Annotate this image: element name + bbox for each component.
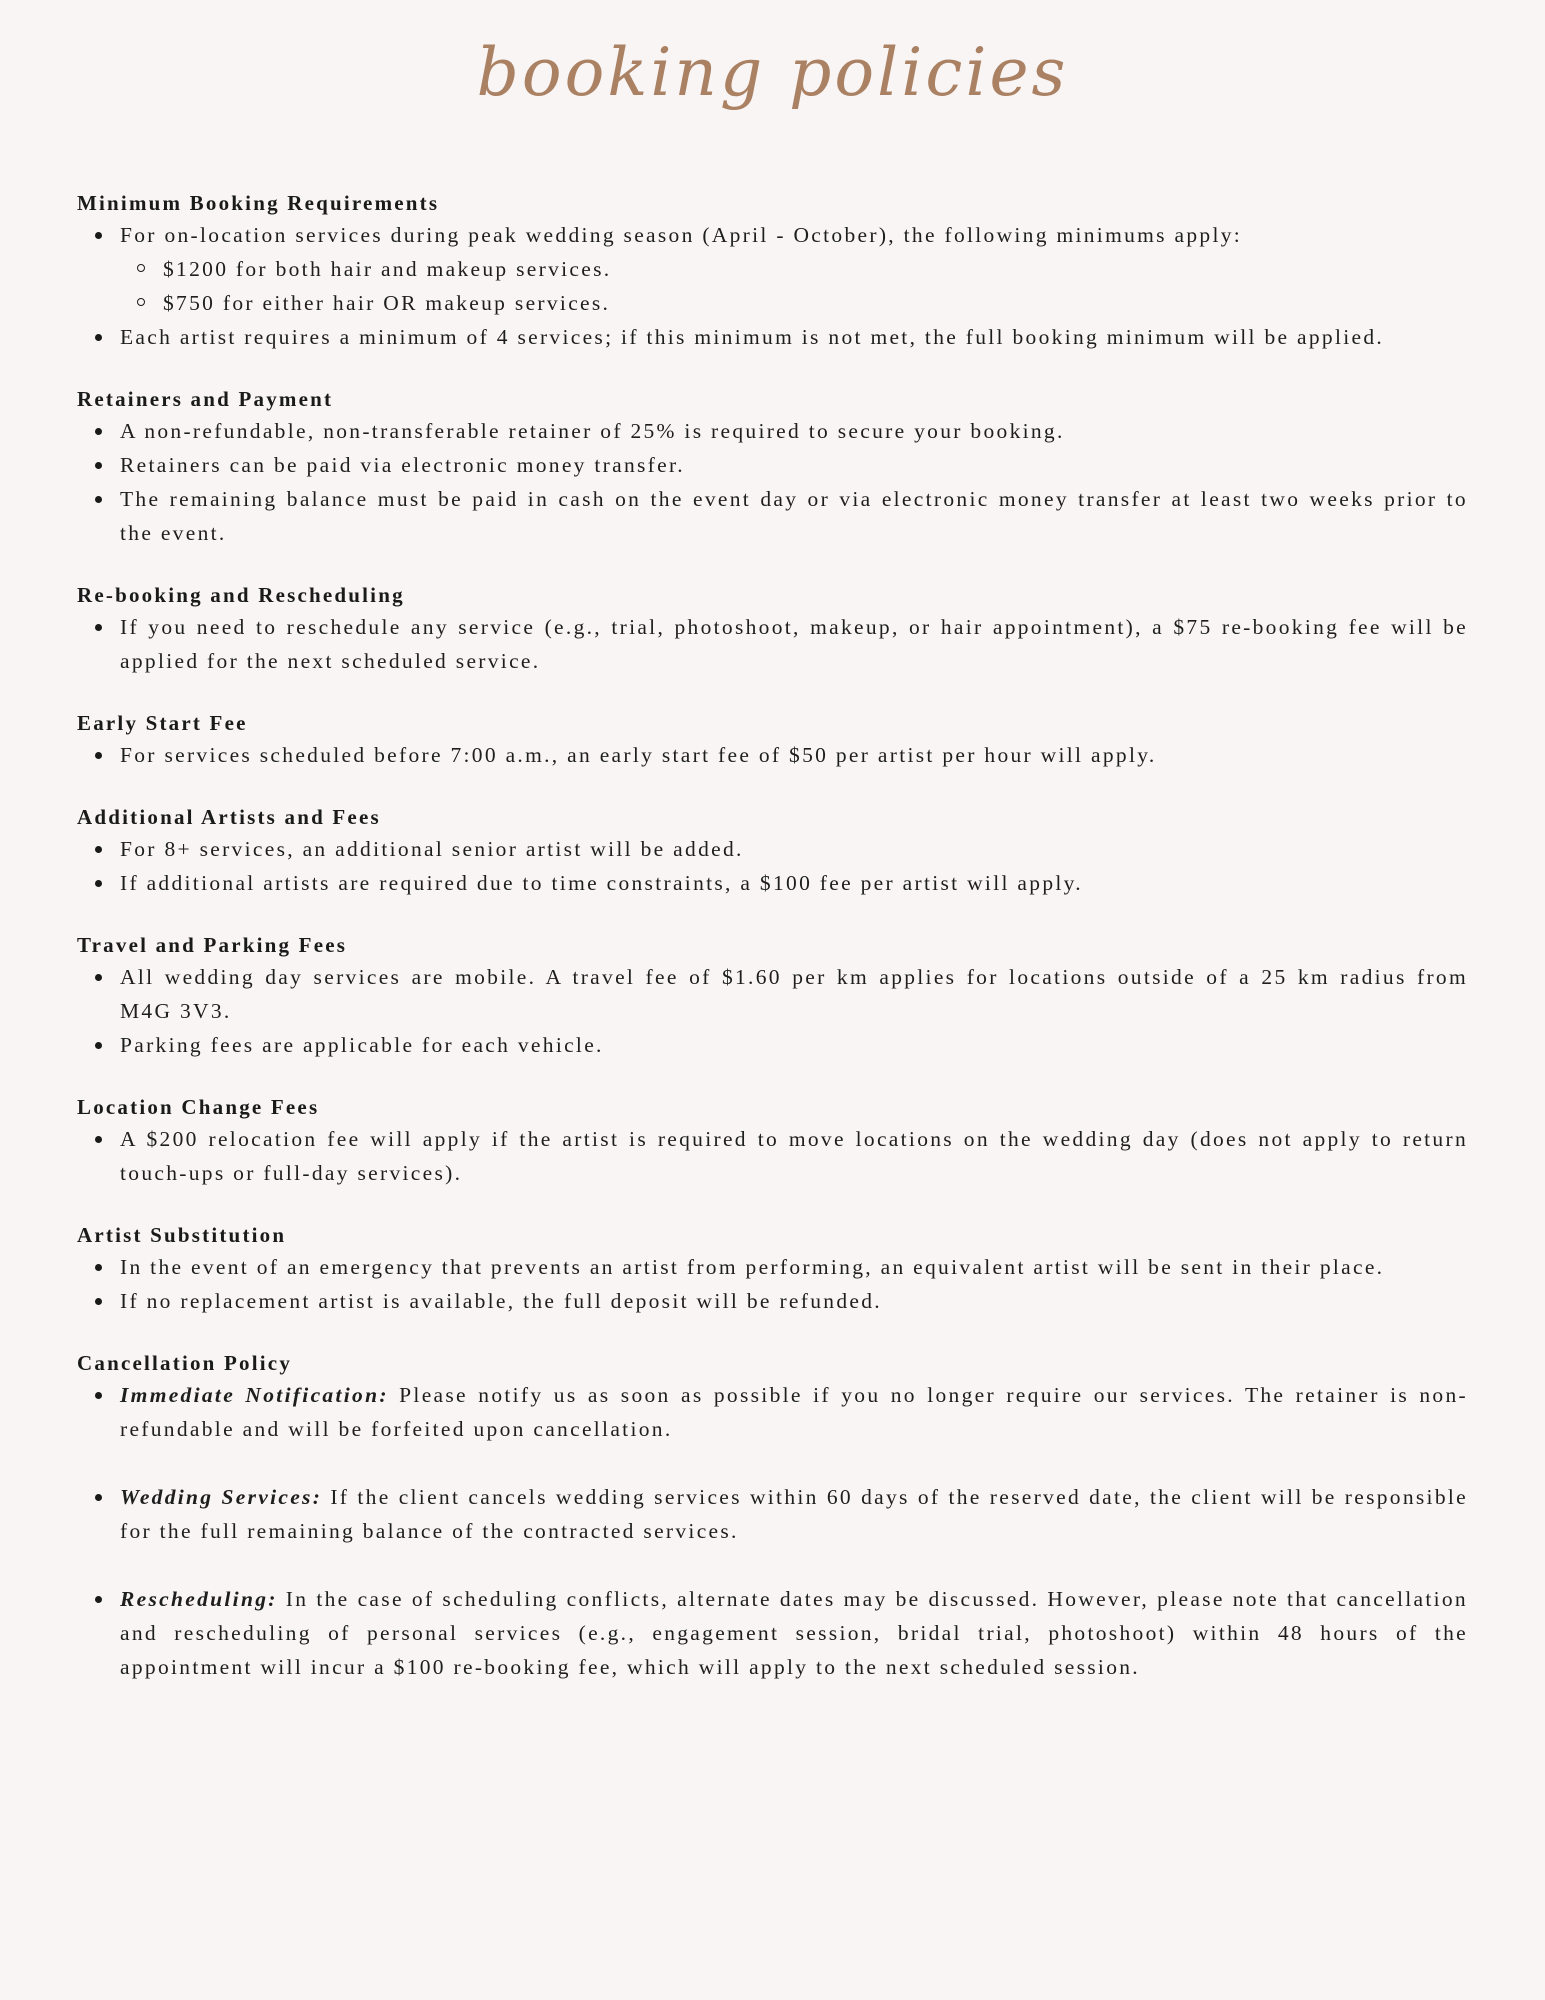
list-item-text: In the case of scheduling conflicts, alternate dates may be discussed. However, please note that cancellation and rescheduling of personal services (e.g., engagement session, bridal trial, photoshoot) within 48 hours of the appointment will incur a $100 re-booking fee, which will apply to the next scheduled session.: [120, 1587, 1468, 1679]
bullet-list: [77, 960, 1468, 1062]
list-item: For 8+ services, an additional senior artist will be added.: [120, 832, 1468, 866]
section-heading: Cancellation Policy: [77, 1351, 293, 1375]
section-heading: Artist Substitution: [77, 1223, 287, 1247]
page-title: booking policies: [476, 34, 1069, 111]
bullet-list: [77, 610, 1468, 678]
bullet-list: [77, 1122, 1468, 1190]
list-item-lead: Immediate Notification:: [120, 1383, 389, 1407]
bullet-list: [77, 218, 1468, 354]
section-heading: Re-booking and Rescheduling: [77, 583, 405, 607]
section-artist-substitution: [77, 1220, 1468, 1318]
section-heading: Minimum Booking Requirements: [77, 191, 440, 215]
section-heading: Early Start Fee: [77, 711, 248, 735]
list-item: [120, 1480, 1468, 1548]
section-heading: Travel and Parking Fees: [77, 933, 348, 957]
list-item-text: If the client cancels wedding services within 60 days of the reserved date, the client will be responsible for the full remaining balance of the contracted services.: [120, 1485, 1468, 1543]
sub-bullet-list: [120, 252, 1468, 320]
list-item: [120, 1378, 1468, 1446]
policy-content: [77, 188, 1468, 1714]
list-item-text: For on-location services during peak wedding season (April - October), the following minimums apply:: [120, 223, 1243, 247]
list-item: Parking fees are applicable for each vehicle.: [120, 1028, 1468, 1062]
list-item: A $200 relocation fee will apply if the artist is required to move locations on the wedding day (does not apply to return touch-ups or full-day services).: [120, 1122, 1468, 1190]
bullet-list: [77, 1378, 1468, 1684]
list-item: Each artist requires a minimum of 4 services; if this minimum is not met, the full booking minimum will be applied.: [120, 320, 1468, 354]
section-cancellation: [77, 1348, 1468, 1684]
bullet-list: [77, 414, 1468, 550]
section-heading: Retainers and Payment: [77, 387, 334, 411]
sub-list-item: $1200 for both hair and makeup services.: [163, 252, 1468, 286]
list-item: [120, 1582, 1468, 1684]
list-item: In the event of an emergency that prevents an artist from performing, an equivalent artist will be sent in their place.: [120, 1250, 1468, 1284]
list-item: All wedding day services are mobile. A travel fee of $1.60 per km applies for locations outside of a 25 km radius from M4G 3V3.: [120, 960, 1468, 1028]
section-retainers: [77, 384, 1468, 550]
list-item: Retainers can be paid via electronic money transfer.: [120, 448, 1468, 482]
list-item-lead: Rescheduling:: [120, 1587, 278, 1611]
list-item: For services scheduled before 7:00 a.m., an early start fee of $50 per artist per hour will apply.: [120, 738, 1468, 772]
list-item: The remaining balance must be paid in cash on the event day or via electronic money transfer at least two weeks prior to the event.: [120, 482, 1468, 550]
list-item: A non-refundable, non-transferable retainer of 25% is required to secure your booking.: [120, 414, 1468, 448]
list-item: If no replacement artist is available, the full deposit will be refunded.: [120, 1284, 1468, 1318]
bullet-list: [77, 738, 1468, 772]
bullet-list: [77, 1250, 1468, 1318]
section-travel-parking: [77, 930, 1468, 1062]
list-item-text: Please notify us as soon as possible if you no longer require our services. The retainer is non-refundable and will be forfeited upon cancellation.: [120, 1383, 1468, 1441]
list-item: If additional artists are required due to time constraints, a $100 fee per artist will apply.: [120, 866, 1468, 900]
sub-list-item: $750 for either hair OR makeup services.: [163, 286, 1468, 320]
section-minimum-booking: [77, 188, 1468, 354]
list-item: If you need to reschedule any service (e.g., trial, photoshoot, makeup, or hair appointment), a $75 re-booking fee will be applied for the next scheduled service.: [120, 610, 1468, 678]
section-rebooking: [77, 580, 1468, 678]
section-additional-artists: [77, 802, 1468, 900]
section-early-start: [77, 708, 1468, 772]
section-heading: Additional Artists and Fees: [77, 805, 381, 829]
bullet-list: [77, 832, 1468, 900]
section-location-change: [77, 1092, 1468, 1190]
list-item: [120, 218, 1468, 320]
section-heading: Location Change Fees: [77, 1095, 320, 1119]
list-item-lead: Wedding Services:: [120, 1485, 323, 1509]
